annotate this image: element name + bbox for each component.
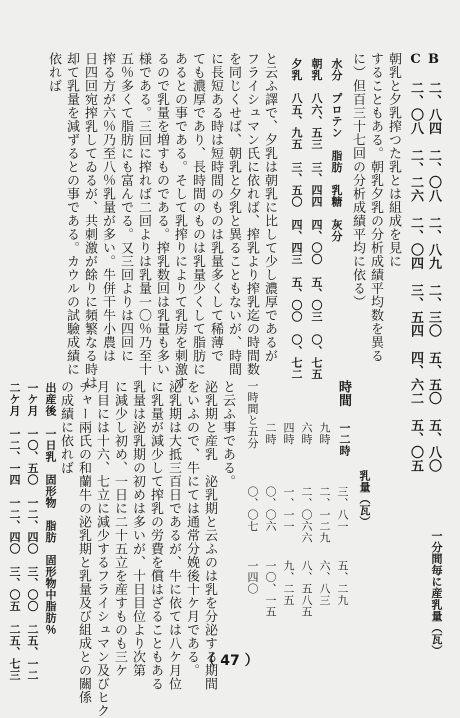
text-line: るので乳量を増すものである。搾乳数回は乳量も多い	[154, 52, 169, 376]
yield-value: 二、〇六六	[300, 486, 313, 544]
table2-row: 一ケ月 一〇、五〇 一二、四〇 三、〇〇 二五、一二	[26, 382, 39, 681]
table1-row-evening: 夕乳 八五、九五 三、五〇 四、四三 五、〇〇 〇、七二	[290, 58, 303, 380]
fat-value: 九、二五	[282, 560, 295, 606]
text-line: に長短ある時は短時間のものは乳量多くして稀薄で	[208, 52, 223, 363]
table1-header: 水分 プロテン 脂肪 乳糖 灰分	[330, 58, 343, 242]
text-line: に）但百三十七回の分析成績平均に依る）	[350, 52, 365, 309]
yield-value: 二、一二九	[318, 486, 331, 544]
table-fat-title: 一分間毎に産乳量（瓦）	[430, 530, 443, 657]
text-line: 泌乳期と産乳 泌乳期と云ふのは乳を分泌する期間	[202, 380, 217, 691]
text-line: 五％多くて脂肪にも富んでる。又三回よりは四回に	[118, 52, 133, 363]
yield-value: 一、一一	[282, 486, 295, 532]
yield-value: 〇、〇七	[246, 486, 259, 532]
text-line: 泌乳期は大抵三百日であるが、牛に依ては八ケ月位	[166, 380, 181, 691]
text-line: 朝乳と夕乳搾つた乳とは組成を見に	[386, 52, 401, 268]
text-line: の成績に依れば	[58, 380, 73, 475]
text-line: と云ふ事である。	[220, 380, 235, 488]
fat-value: 五、二九	[336, 560, 349, 606]
text-line: をいふので、牛にては通常分娩後十ケ月である。	[184, 380, 199, 677]
time-value: 一二時	[338, 422, 351, 457]
text-line: フライシュマン氏に依れば、搾乳より搾乳迄の時間数	[244, 52, 259, 376]
time-value: 四時	[282, 422, 295, 445]
text-line: 搾る方が六％乃至八％乳量が多い。牛併干牛小農は	[100, 52, 115, 363]
text-line: 様である。三回に搾れば二回よりは乳量一〇％乃至十	[136, 52, 151, 376]
time-value: 九時	[318, 422, 331, 445]
text-line: に減少し初め、一日に二十五立を産すものも三ケ	[112, 380, 127, 677]
text-line: あるとの事である。そして乳搾りによりて乳房を刺激す	[172, 52, 187, 390]
text-line: チャー兩氏の和蘭牛の泌乳期と乳量及び組成との關係	[76, 380, 91, 704]
table2-header: 出産後 一日乳 固形物 脂肪 固形物中脂肪％	[44, 382, 57, 635]
header-column-b: B 二、八四 二、〇八 二、八九 二、三〇 五、五〇 五、八〇	[426, 52, 441, 473]
text-line: 月目には十六、七立に減少するフライシュマン及びヒク	[94, 380, 109, 718]
fat-value: 六、八三	[318, 560, 331, 606]
text-line: ても濃厚であり、長時間のものは乳量少くして脂肪に	[190, 52, 205, 376]
table-yield-title: 乳量（瓦）	[358, 470, 371, 528]
time-value: 六時	[300, 422, 313, 445]
fat-value: 一〇、一五	[264, 560, 277, 618]
text-line: と云ふ譯で、夕乳は朝乳に比して少し濃厚であるが	[262, 52, 277, 363]
text-line: 乳量は泌乳期の初めは多いが、十日目位より次第	[130, 380, 145, 677]
yield-value: 〇、〇六	[264, 486, 277, 532]
time-value: 二時	[264, 422, 277, 445]
fat-value: 一四〇	[246, 560, 259, 595]
text-line: に乳量が減少して搾乳の労費を償はざることもある	[148, 380, 163, 691]
time-value: 一時間と五分	[246, 380, 259, 449]
yield-value: 三、八一	[336, 486, 349, 532]
text-line: 却て乳量を減ずるとの事である。カウルの試驗成績に	[64, 52, 79, 376]
header-column-c: C 二、〇八 二、二六 二、〇四 三、五四 四、六二 五、〇五	[408, 52, 423, 473]
text-line: を同じくせば、朝乳と夕乳と異ることもないが、時間	[226, 52, 241, 376]
text-line: 日四回宛搾乳してゐるが、共刺激が餘りに頻繁なる時は	[82, 52, 97, 390]
table2-row: 二ケ月 一二、一四 一二、四〇 三、〇五 二五、七三	[8, 382, 21, 681]
fat-value: 八、五八五	[300, 560, 313, 618]
table-time-title: 時間	[336, 380, 351, 407]
text-line: 依れば	[46, 52, 61, 93]
table1-row-morning: 朝乳 八六、五三 三、四四 四、〇〇 五、〇三 〇、七五	[310, 58, 323, 380]
text-line: することもある。朝乳夕乳の分析成績平均数を異る	[368, 52, 383, 363]
page-number: （ 47 ）	[201, 653, 259, 669]
